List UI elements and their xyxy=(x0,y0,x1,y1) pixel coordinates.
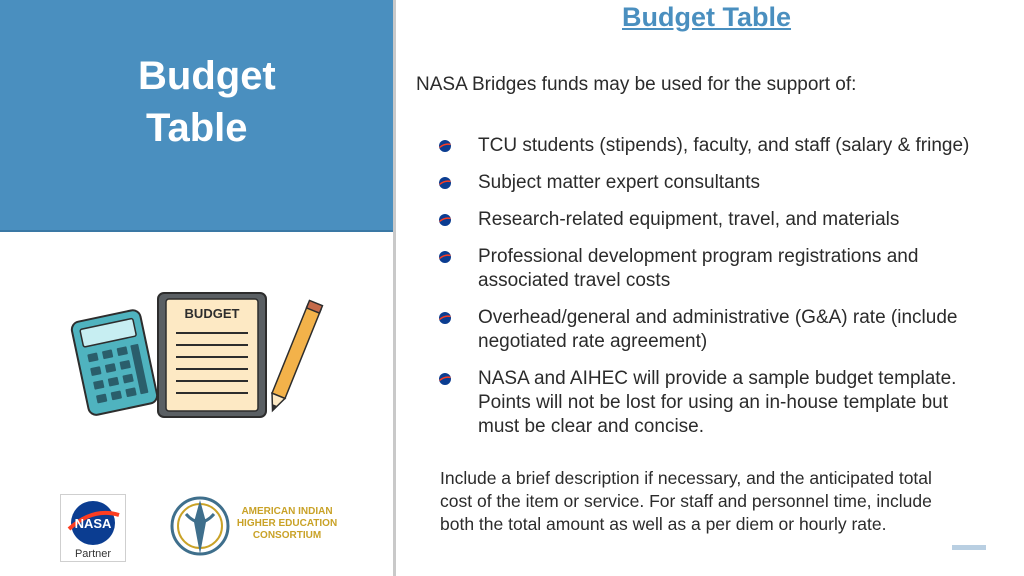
closing-text-line: cost of the item or service. For staff and personnel time, include xyxy=(440,491,932,511)
bullet-text-line: NASA and AIHEC will provide a sample budget template. xyxy=(478,368,957,389)
section-title-line1: Budget xyxy=(138,54,276,98)
bullet-item xyxy=(436,306,1016,354)
title-banner xyxy=(0,0,393,232)
bullet-text-line: Professional development program registrations and xyxy=(478,246,919,267)
aihec-emblem-icon xyxy=(168,490,232,562)
aihec-line2: HIGHER EDUCATION xyxy=(236,518,338,529)
nasa-meatball-icon xyxy=(438,139,452,153)
bullet-text-line: Points will not be lost for using an in-house template but xyxy=(478,392,948,413)
bullet-text-line: Subject matter expert consultants xyxy=(478,172,760,193)
bullet-text-line: Overhead/general and administrative (G&A) rate (include xyxy=(478,307,958,328)
bullet-item xyxy=(436,245,1016,293)
closing-text-line: both the total amount as well as a per diem or hourly rate. xyxy=(440,514,887,534)
section-title xyxy=(138,50,338,154)
bullet-text-line: Research-related equipment, travel, and materials xyxy=(478,209,900,230)
nasa-meatball-icon xyxy=(438,372,452,386)
bullet-text-line: must be clear and concise. xyxy=(478,416,705,437)
bullet-item xyxy=(436,367,1016,439)
bullet-text-line: associated travel costs xyxy=(478,270,671,291)
pencil-icon xyxy=(266,300,322,413)
bullet-item xyxy=(436,134,1016,158)
bullet-item xyxy=(436,208,1016,232)
intro-text: NASA Bridges funds may be used for the support of: xyxy=(416,74,857,95)
nasa-meatball-icon xyxy=(438,213,452,227)
aihec-line3: CONSORTIUM xyxy=(252,530,322,541)
page-title: Budget Table xyxy=(622,2,792,32)
section-title-line2: Table xyxy=(146,106,248,150)
nasa-meatball-icon xyxy=(438,176,452,190)
aihec-line1: AMERICAN INDIAN xyxy=(241,506,333,517)
corner-accent-bar xyxy=(952,545,986,550)
calculator-icon xyxy=(70,309,158,416)
bullet-text-line: negotiated rate agreement) xyxy=(478,331,708,352)
nasa-meatball-icon xyxy=(438,311,452,325)
bullet-list xyxy=(436,134,1016,452)
nasa-meatball-logo-icon xyxy=(61,495,125,549)
aihec-wordmark xyxy=(232,506,342,542)
bullet-item xyxy=(436,171,1016,195)
left-panel xyxy=(0,0,396,576)
nasa-meatball-icon xyxy=(438,250,452,264)
nasa-partner-caption: Partner xyxy=(74,548,112,560)
budget-sheet-icon xyxy=(158,293,266,417)
aihec-logo xyxy=(168,490,338,562)
nasa-logo-text: NASA xyxy=(74,516,112,531)
nasa-partner-logo xyxy=(60,494,126,562)
closing-text-line: Include a brief description if necessary, and the anticipated total xyxy=(440,468,932,488)
budget-illustration xyxy=(70,285,330,430)
closing-paragraph xyxy=(440,467,1010,536)
budget-sheet-label: BUDGET xyxy=(184,306,240,321)
bullet-text-line: TCU students (stipends), faculty, and staff (salary & fringe) xyxy=(478,135,970,156)
